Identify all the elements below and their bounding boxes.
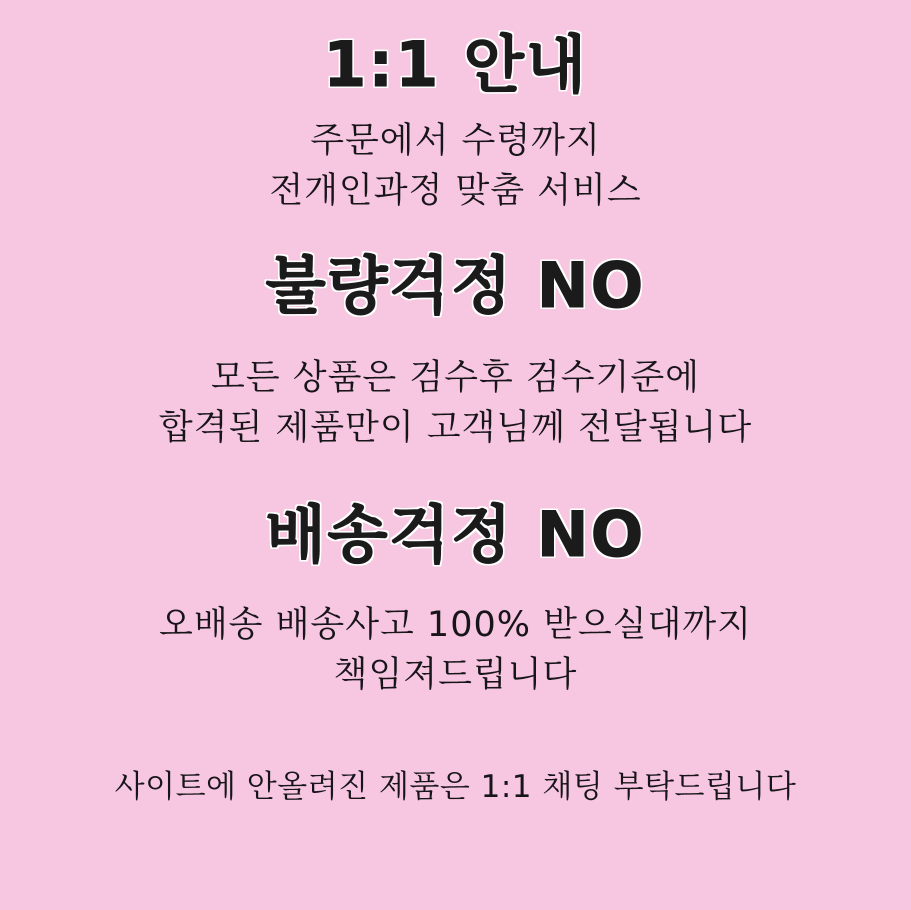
- quality-section: [159, 354, 752, 453]
- shipping-line-2: 책임져드립니다: [333, 654, 578, 695]
- footer-note: 사이트에 안올려진 제품은 1:1 채팅 부탁드립니다: [114, 769, 797, 806]
- shipping-line-1: 오배송 배송사고 100% 받으실대까지: [159, 605, 752, 646]
- intro-line-2: 전개인과정 맞춤 서비스: [269, 171, 642, 212]
- shipping-section: [159, 601, 752, 700]
- intro-section: [269, 117, 641, 216]
- shipping-heading: 배송걱정 NO: [265, 497, 646, 571]
- quality-heading: 불량걱정 NO: [265, 248, 646, 322]
- quality-line-2: 합격된 제품만이 고객님께 전달됩니다: [158, 407, 753, 448]
- poster-title: 1:1 안내: [323, 28, 588, 101]
- intro-line-1: 주문에서 수령까지: [310, 121, 601, 162]
- quality-line-1: 모든 상품은 검수후 검수기준에: [211, 358, 700, 399]
